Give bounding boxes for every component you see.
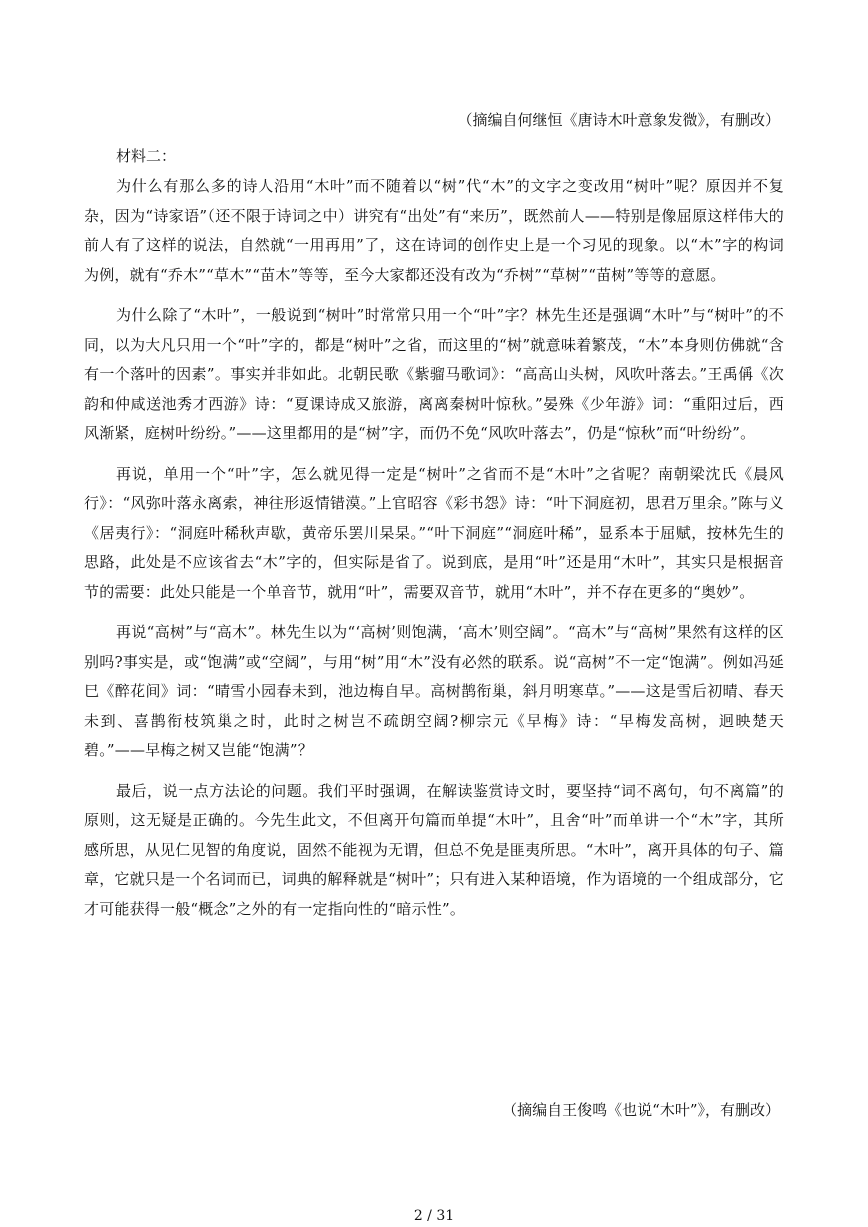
paragraph-4: 再说“高树”与“高木”。林先生以为“‘高树’则饱满，‘高木’则空阔”。“高木”与“高树”果然有这样的区别吗?事实是，或“饱满”或“空阔”，与用“树”用“木”没有必然的联系。说“高树”不一定“饱满”。例如冯延巳《醉花间》词：“晴雪小园春未到，池边梅自早。高树鹊衔巢，斜月明寒草。”——这是雪后初晴、春天未到、喜鹊衔枝筑巢之时，此时之树岂不疏朗空阔?柳宗元《早梅》诗：“早梅发高树，迥映楚天碧。”——早梅之树又岂能“饱满”？ — [84, 623, 784, 759]
paragraph-2: 为什么除了“木叶”，一般说到“树叶”时常常只用一个“叶”字？林先生还是强调“木叶”与“树叶”的不同，以为大凡只用一个“叶”字的，都是“树叶”之省，而这里的“树”就意味着繁茂，“木”本身则仿佛就“含有一个落叶的因素”。事实并非如此。北朝民歌《紫骝马歌词》：“高高山头树，风吹叶落去。”王禹偁《次韵和仲咸送池秀才西游》诗：“夏课诗成又旅游，离离秦树叶惊秋。”晏殊《少年游》词：“重阳过后，西风渐紧，庭树叶纷纷。”——这里都用的是“树”字，而仍不免“风吹叶落去”，仍是“惊秋”而“叶纷纷”。 — [84, 306, 784, 442]
paragraph-3: 再说，单用一个“叶”字，怎么就见得一定是“树叶”之省而不是“木叶”之省呢？南朝梁沈氏《晨风行》：“风弥叶落永离索，神往形返情错漠。”上官昭容《彩书怨》诗：“叶下洞庭初，思君万里余。”陈与义《居夷行》：“洞庭叶稀秋声歇，黄帝乐罢川杲杲。”“叶下洞庭”“洞庭叶稀”，显系本于屈赋，按林先生的思路，此处是不应该省去“木”字的，但实际是省了。说到底，是用“叶”还是用“木叶”，其实只是根据音节的需要：此处只能是一个单音节，就用“叶”，需要双音节，就用“木叶”，并不存在更多的“奥妙”。 — [84, 464, 784, 601]
article-body — [84, 172, 784, 935]
material-label: 材料二： — [116, 147, 177, 165]
source-citation-top: （摘编自何继恒《唐诗木叶意象发微》，有删改） — [457, 111, 780, 129]
source-citation-bottom: （摘编自王俊鸣《也说“木叶”》，有删改） — [502, 1101, 780, 1119]
paragraph-5: 最后，说一点方法论的问题。我们平时强调，在解读鉴赏诗文时，要坚持“词不离句，句不离篇”的原则，这无疑是正确的。今先生此文，不但离开句篇而单提“木叶”，且舍“叶”而单讲一个“木”字，其所感所思，从见仁见智的角度说，固然不能视为无谓，但总不免是匪夷所思。“木叶”，离开具体的句子、篇章，它就只是一个名词而已，词典的解释就是“树叶”；只有进入某种语境，作为语境的一个组成部分，它才可能获得一般“概念”之外的有一定指向性的“暗示性”。 — [84, 781, 784, 918]
paragraph-1: 为什么有那么多的诗人沿用“木叶”而不随着以“树”代“木”的文字之变改用“树叶”呢？原因并不复杂，因为“诗家语”（还不限于诗词之中）讲究有“出处”有“来历”，既然前人——特别是像屈原这样伟大的前人有了这样的说法，自然就“一用再用”了，这在诗词的创作史上是一个习见的现象。以“木”字的构词为例，就有“乔木”“草木”“苗木”等等，至今大家都还没有改为“乔树”“草树”“苗树”等等的意愿。 — [84, 177, 784, 284]
page-number: 2 / 31 — [413, 1208, 455, 1224]
